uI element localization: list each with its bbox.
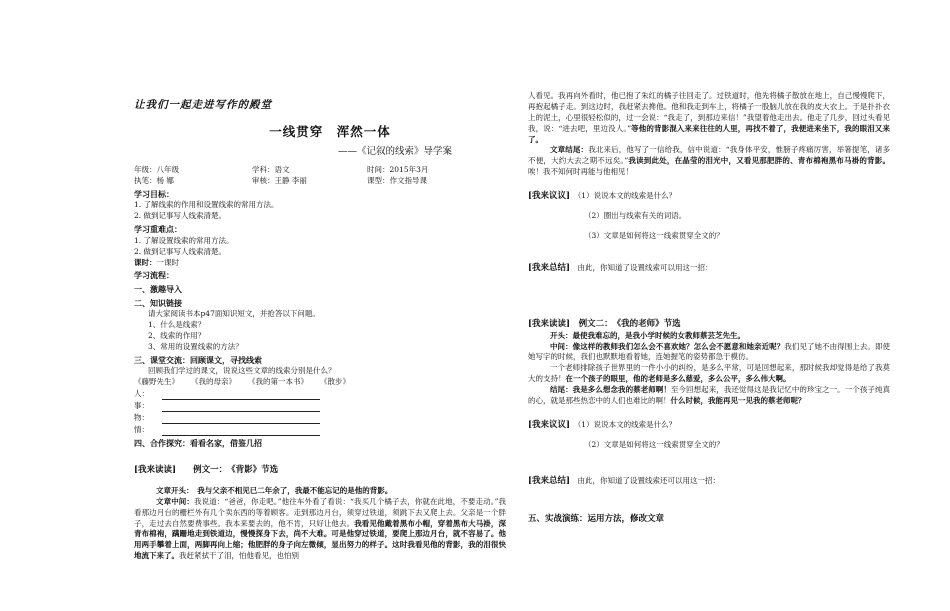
middle-bold-text: 像这样的教师我们怎么会不喜欢她？怎么会不愿意和她亲近呢？ (572, 341, 785, 351)
section-2-question: 1、什么是线索？ (148, 320, 206, 330)
discuss-question: （3）文章是如何将这一线索贯穿全文的？ (584, 231, 724, 241)
left-column (134, 98, 506, 562)
keypoints-heading: 学习重难点： (134, 224, 182, 235)
opening-text: 最使我难忘的，是我小学时候的女教师蔡芸芝先生。 (572, 330, 745, 340)
example-1-middle (134, 497, 506, 562)
read-label: [我来读读] (134, 464, 177, 475)
book-title: 《我的第一本书》 (248, 377, 308, 387)
period-row (134, 258, 506, 269)
discuss-1-row (528, 190, 890, 202)
ending-text: 至今回想起来，我还觉得这是我记忆中的珍宝之一。一个孩子纯真的心，就是那些热恋中的人们也难比的啊！ (528, 385, 891, 405)
fill-row-emotion (134, 424, 506, 436)
fill-row-event (134, 400, 506, 412)
example-1-opening (134, 486, 506, 497)
fill-label: 人： (134, 389, 149, 399)
fill-line (162, 390, 320, 400)
goal-item: 2. 做到记事写人线索清楚。 (134, 211, 227, 221)
summary-label: [我来总结] (528, 263, 571, 274)
discuss-label: [我来议议] (528, 419, 571, 430)
middle-text: 我们见了她不由得围上去。即使她写字的时候，我们也默默地看着她，连她握笔的姿势都急于模仿。 (528, 341, 891, 362)
middle-label: 中间： (550, 341, 573, 351)
motto: 让我们一起走进写作的殿堂 (134, 99, 272, 111)
right-column (528, 91, 890, 526)
period-label: 课时： (134, 257, 157, 267)
example-1-title: 例文一： 《背影》节选 (193, 464, 279, 475)
middle-2-bold-text: 在一个孩子的眼里，他的老师是多么慈爱，多么公平，多么伟大啊。 (565, 374, 791, 384)
period-value: 一课时 (156, 257, 179, 267)
meta-grade: 年级：八年级 (134, 165, 179, 175)
summary-text: 由此，你知道了设置线索还可以用这一招： (577, 476, 721, 485)
middle-2-text: 一个老师排除孩子世界里的一件小小的纠纷，是多么平常，可是回想起来，那时候我却觉得是给了我莫大的支持！ (528, 363, 890, 384)
fill-line (162, 414, 320, 424)
discuss-question: （2）文章是如何将这一线索贯穿全文的？ (584, 440, 724, 450)
keypoint-item: 2. 做到记事写人线索清楚。 (134, 246, 227, 256)
section-2-question: 3、常用的设置线索的方法？ (148, 341, 243, 351)
discuss-question: （1）说说本文的线索是什么？ (577, 419, 677, 429)
example-2-middle (528, 342, 890, 364)
discuss-2-row (528, 419, 890, 431)
section-1-heading: 一、激趣导入 (134, 284, 182, 295)
fill-label: 物： (134, 413, 149, 423)
example-2-middle-2 (528, 363, 890, 385)
ending-bold-1: 我是多么想念我的蔡老师啊！ (572, 385, 671, 395)
fill-label: 情： (134, 425, 149, 435)
section-5-heading: 五、实战演练：运用方法，修改文章 (528, 514, 665, 525)
discuss-question: （1）说说本文的线索是什么？ (577, 191, 677, 200)
meta-lesson-type: 课型：作文指导课 (367, 175, 427, 185)
section-4-heading: 四、合作探究：看看名家，借鉴几招 (134, 438, 262, 449)
meta-row (134, 165, 506, 176)
fill-label: 事： (134, 401, 149, 411)
discuss-question: （2）圈出与线索有关的词语。 (584, 211, 687, 221)
ending-bold-2: 什么时候，我能再见一见我的蔡老师呢？ (670, 395, 806, 405)
opening-label: 文章开头： (156, 485, 190, 495)
keypoint-item: 1. 了解设置线索的常用方法。 (134, 235, 234, 245)
summary-2-row (528, 475, 890, 487)
goals-heading: 学习目标： (134, 188, 174, 199)
example-1-continued (528, 91, 890, 145)
section-3-intro: 回顾我们学过的课文，说说这些文章的线索分别是什么？ (148, 366, 336, 376)
opening-text: 我与父亲不相见已二年余了，我最不能忘记的是他的背影。 (197, 485, 393, 495)
example-1-ending (528, 145, 890, 178)
process-heading: 学习流程： (134, 270, 174, 281)
summary-label: [我来总结] (528, 476, 571, 486)
example-2-ending (528, 385, 890, 407)
example-1-header (134, 464, 506, 476)
middle-label: 文章中间： (156, 496, 194, 506)
ending-bold-text: 我读到此处，在晶莹的泪光中，又看见那肥胖的、青布棉袍黑布马褂的背影。 (628, 156, 890, 166)
page-subtitle: ——《记叙的线索》导学案 (337, 146, 452, 158)
meta-date: 时间：2015年3月 (367, 165, 429, 175)
book-list (134, 377, 506, 388)
meta-author: 执笔：杨 娜 (134, 175, 174, 185)
fill-row-object (134, 412, 506, 424)
section-2-intro: 请大家阅读书本p47面知识短文，并抢答以下问题。 (148, 309, 320, 319)
book-title: 《散步》 (320, 377, 350, 387)
meta-subject: 学科：语文 (252, 165, 290, 175)
example-2-title: 例文二： 《我的老师》节选 (578, 319, 681, 330)
ending-tail-text: 唉！我不知何时再能与他相见！ (528, 167, 633, 177)
page-title: 一线贯穿 浑然一体 (269, 124, 391, 140)
continued-text: 人看见。我再向外看时，他已抱了朱红的橘子往回走了。过铁道时，他先将橘子散放在地上，自己慢慢爬下，再抱起橘子走。到这边时，我赶紧去搀他。他和我走到车上，将橘子一股脑儿放在我的皮大衣上。于是扑扑衣上的泥土，心里很轻松似的，过一会说：“我走了，到那边来信！”我望着他走出去。他走了几步，回过头看见我，说：“进去吧，里边没人。” (528, 91, 890, 133)
ending-text: 我北来后，他写了一信给我，信中说道：“我身体平安，惟膀子疼痛厉害，举箸提笔，诸多不便，大约大去之期不远矣。” (528, 145, 890, 166)
middle-bold-text: 我看见他戴着黑布小帽，穿着黑布大马褂，深青布棉袍，蹒跚地走到铁道边，慢慢探身下去，尚不大难。可是他穿过铁道，要爬上那边月台，就不容易了。他用两手攀着上面，两脚再向上缩；他肥胖的身子向左微倾，显出努力的样子。这时我看见他的背影，我的泪很快地流下来了。 (134, 518, 506, 561)
ending-label: 文章结尾： (550, 145, 589, 155)
fill-line (162, 426, 320, 436)
middle-text: 我说道：“爸爸，你走吧。”他往车外看了看说：“我买几个橘子去，你就在此地，不要走动。”我看那边月台的栅栏外有几个卖东西的等着顾客。走到那边月台，须穿过铁道，须跳下去又爬上去。父亲是一个胖子，走过去自然要费事些。我本来要去的，他不肯，只好让他去。 (134, 496, 507, 528)
book-title: 《藤野先生》 (134, 377, 179, 387)
fill-row-person (134, 388, 506, 400)
opening-label: 开头： (550, 330, 573, 340)
fill-line (162, 402, 320, 412)
section-2-heading: 二、知识链接 (134, 297, 182, 308)
middle-tail-text: 我赶紧拭干了泪，怕他看见，也怕别 (179, 551, 299, 561)
summary-1-row (528, 262, 890, 274)
example-2-header (528, 318, 890, 330)
continued-bold-text: 等他的背影混入来来往往的人里，再找不着了，我便进来坐下，我的眼泪又来了。 (528, 123, 890, 144)
read-label: [我来读读] (528, 319, 571, 330)
ending-label: 结尾： (550, 385, 573, 395)
section-2-question: 2、线索的作用？ (148, 330, 206, 340)
section-3-heading: 三、课堂交流：回顾课文，寻找线索 (134, 354, 262, 365)
goal-item: 1. 了解线索的作用和设置线索的常用方法。 (134, 200, 279, 210)
summary-text: 由此，你知道了设置线索可以用这一招： (577, 263, 713, 273)
example-2-opening (528, 331, 890, 342)
discuss-label: [我来议议] (528, 191, 571, 201)
meta-reviewer: 审核：王静 李丽 (252, 175, 307, 185)
book-title: 《我的母亲》 (191, 377, 236, 387)
meta-row (134, 176, 506, 187)
